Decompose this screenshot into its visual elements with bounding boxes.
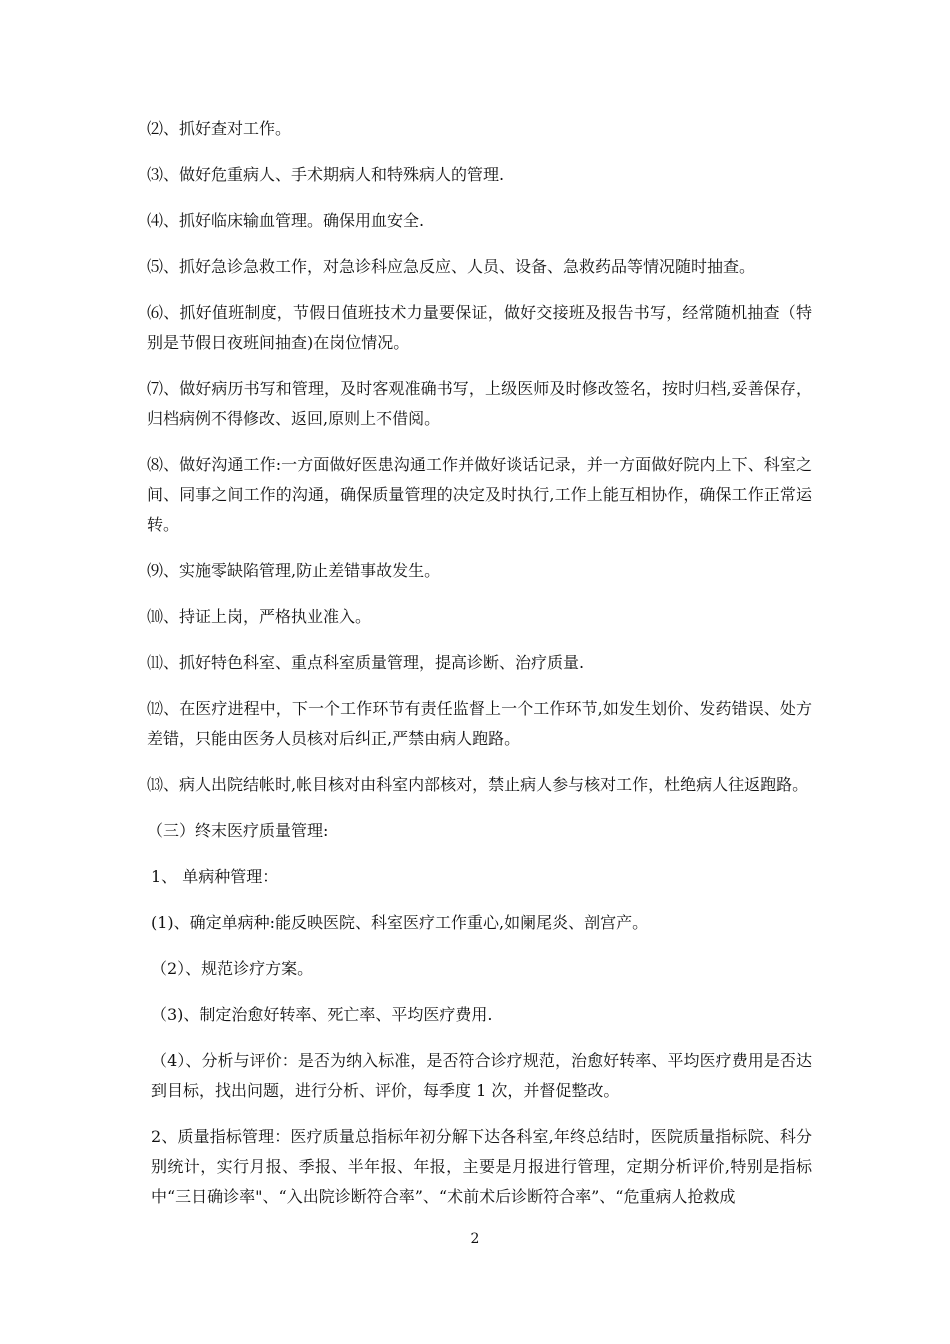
paragraph-critical-patients: ⑶、做好危重病人、手术期病人和特殊病人的管理. [147, 165, 505, 184]
paragraph-emergency: ⑸、抓好急诊急救工作，对急诊科应急反应、人员、设备、急救药品等情况随时抽查。 [147, 257, 756, 276]
paragraph-standard-protocol: （2）、规范诊疗方案。 [151, 959, 314, 978]
paragraph-check-work: ⑵、抓好查对工作。 [147, 119, 292, 138]
paragraph-zero-defect: ⑼、实施零缺陷管理,防止差错事故发生。 [147, 561, 441, 580]
paragraph-discharge-billing: ⒀、病人出院结帐时,帐目核对由科室内部核对，禁止病人参与核对工作，杜绝病人往返跑路。 [147, 775, 809, 794]
paragraph-cure-rates: （3)、制定治愈好转率、死亡率、平均医疗费用. [151, 1005, 493, 1024]
paragraph-certification: ⑽、持证上岗，严格执业准入。 [147, 607, 372, 626]
paragraph-analysis-evaluation: （4）、分析与评价：是否为纳入标准，是否符合诊疗规范，治愈好转率、平均医疗费用是否达到目标，找出问题，进行分析、评价，每季度 1 次，并督促整改。 [151, 1051, 812, 1100]
paragraph-blood-transfusion: ⑷、抓好临床输血管理。确保用血安全. [147, 211, 425, 230]
document-body [147, 114, 812, 1228]
paragraph-communication: ⑻、做好沟通工作:一方面做好医患沟通工作并做好谈话记录，并一方面做好院内上下、科室之间、同事之间工作的沟通，确保质量管理的决定及时执行,工作上能互相协作，确保工作正常运转。 [147, 455, 812, 534]
paragraph-duty-system: ⑹、抓好值班制度，节假日值班技术力量要保证，做好交接班及报告书写，经常随机抽查（特别是节假日夜班间抽查)在岗位情况。 [147, 303, 812, 352]
paragraph-determine-disease: (1)、确定单病种:能反映医院、科室医疗工作重心,如阑尾炎、剖宫产。 [151, 913, 649, 932]
page-number: 2 [470, 1231, 480, 1247]
paragraph-quality-indicators: 2、质量指标管理：医疗质量总指标年初分解下达各科室,年终总结时，医院质量指标院、科分别统计，实行月报、季报、半年报、年报，主要是月报进行管理，定期分析评价,特别是指标中“三日确诊率"、“入出院诊断符合率”、“术前术后诊断符合率”、“危重病人抢救成 [151, 1127, 812, 1206]
subheading-single-disease: 1、 单病种管理： [151, 867, 279, 886]
section-heading-terminal-quality: （三）终末医疗质量管理: [147, 821, 329, 840]
paragraph-medical-records: ⑺、做好病历书写和管理，及时客观准确书写，上级医师及时修改签名，按时归档,妥善保存，归档病例不得修改、返回,原则上不借阅。 [147, 379, 812, 428]
paragraph-key-departments: ⑾、抓好特色科室、重点科室质量管理，提高诊断、治疗质量. [147, 653, 585, 672]
paragraph-process-supervision: ⑿、在医疗进程中，下一个工作环节有责任监督上一个工作环节,如发生划价、发药错误、处方差错，只能由医务人员核对后纠正,严禁由病人跑路。 [147, 699, 812, 748]
